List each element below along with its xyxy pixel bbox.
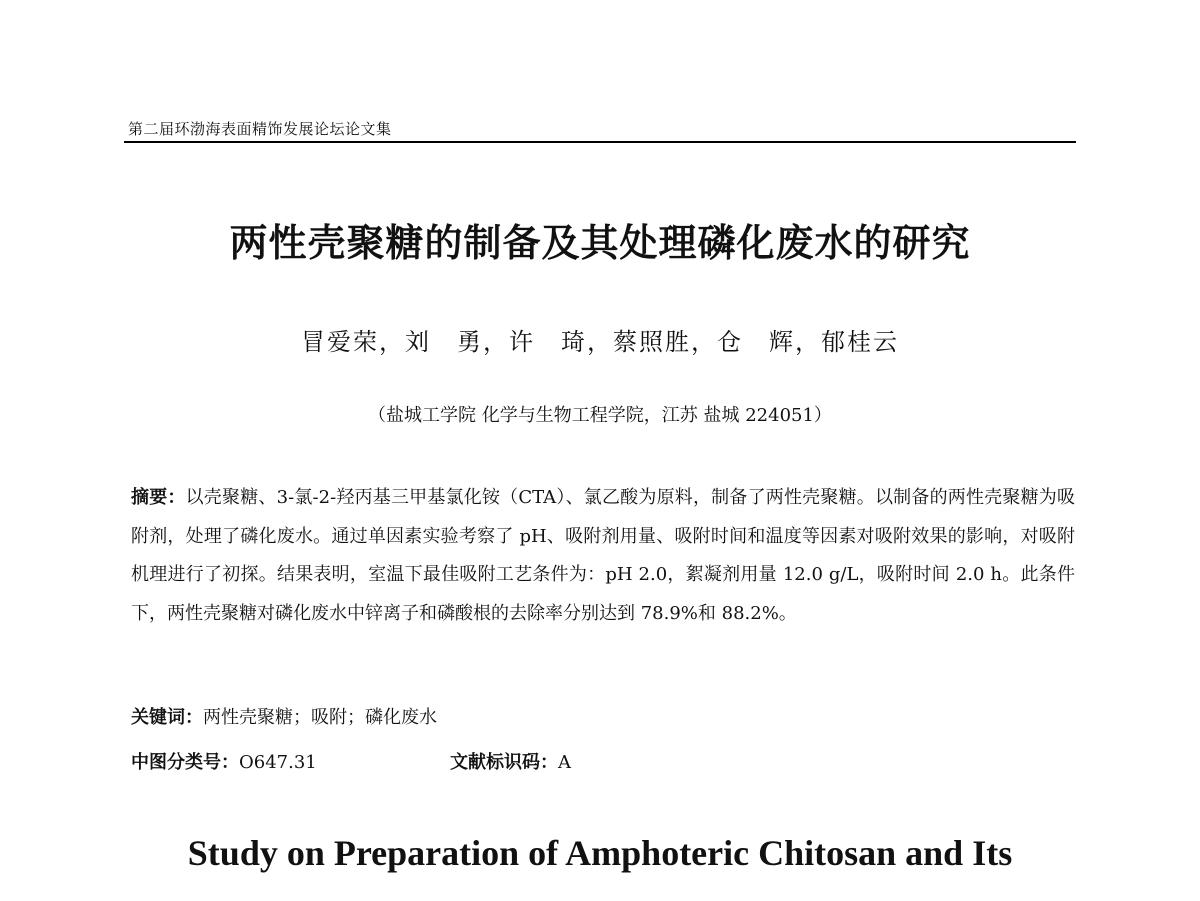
abstract-text: 以壳聚糖、3-氯-2-羟丙基三甲基氯化铵（CTA）、氯乙酸为原料，制备了两性壳聚糖。以制备的两性壳聚糖为吸附剂，处理了磷化废水。通过单因素实验考察了 pH、吸附剂用量、吸附时间和温度等因素对吸附效果的影响，对吸附机理进行了初探。结果表明，室温下最佳吸附工艺条件为：pH 2.0，絮凝剂用量 12.0 g/L，吸附时间 2.0 h。此条件下，两性壳聚糖对磷化废水中锌离子和磷酸根的去除率分别达到 78.9%和 88.2%。 <box>131 487 1075 624</box>
running-header: 第二届环渤海表面精饰发展论坛论文集 <box>128 120 392 138</box>
abstract <box>131 479 1075 633</box>
english-title: Study on Preparation of Amphoteric Chitosan and Its <box>187 833 1013 873</box>
affiliation: （盐城工学院 化学与生物工程学院，江苏 盐城 224051） <box>368 405 832 426</box>
doc-code-value: A <box>558 752 571 773</box>
clc-value: O647.31 <box>239 752 317 773</box>
header-rule <box>124 141 1076 143</box>
keywords-label: 关键词： <box>131 707 203 728</box>
author-list: 冒爱荣，刘 勇，许 琦，蔡照胜，仓 辉，郁桂云 <box>301 328 899 356</box>
clc-number <box>131 748 317 774</box>
keywords-text: 两性壳聚糖；吸附；磷化废水 <box>203 707 437 728</box>
paper-title: 两性壳聚糖的制备及其处理磷化废水的研究 <box>229 221 971 265</box>
document-code <box>450 748 571 774</box>
abstract-label: 摘要： <box>131 487 186 508</box>
clc-label: 中图分类号： <box>131 752 239 773</box>
keywords <box>131 703 437 729</box>
doc-code-label: 文献标识码： <box>450 752 558 773</box>
